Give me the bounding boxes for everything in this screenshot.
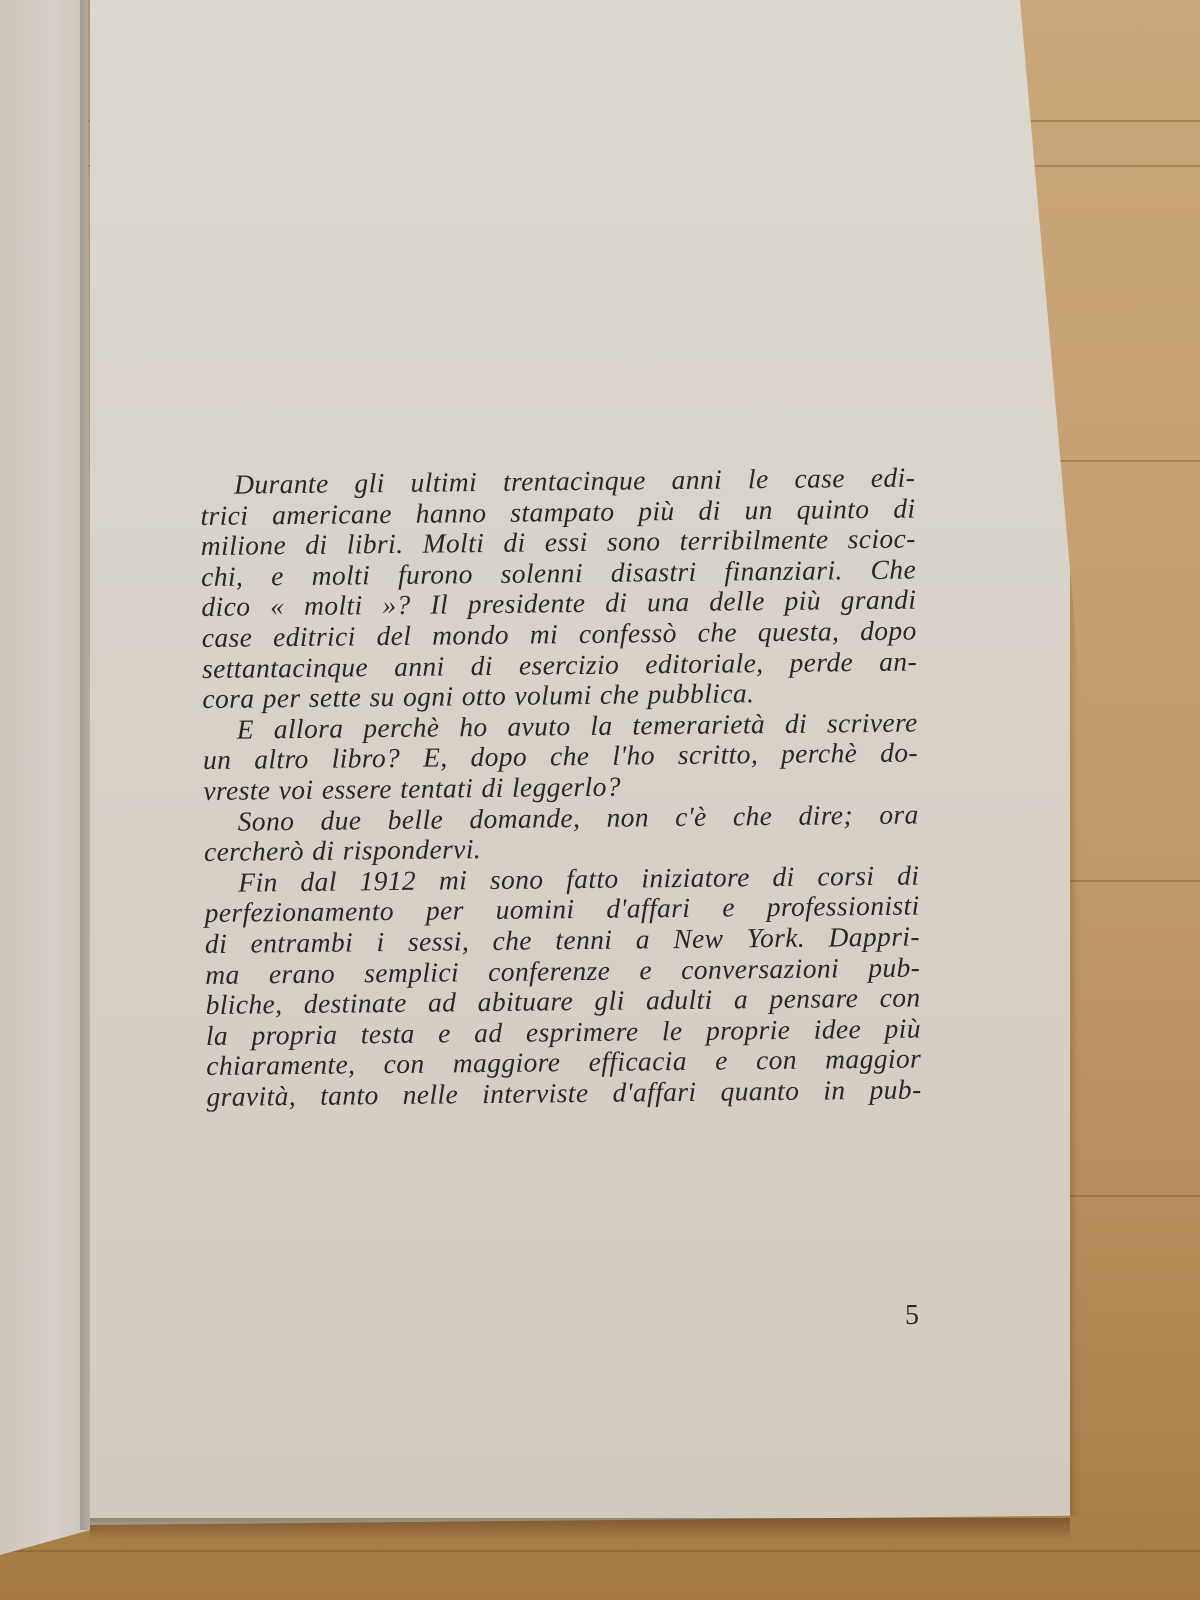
text-line: bliche, destinate ad abituare gli adulti a pensare con — [205, 981, 921, 1021]
text-line: gravità, tanto nelle interviste d'affari quanto in pub- — [206, 1073, 922, 1112]
text-line: Fin dal 1912 mi sono fatto iniziatore di corsi di — [238, 859, 920, 898]
text-line: la propria testa e ad esprimere le proprie idee più — [205, 1012, 922, 1051]
text-line: Durante gli ultimi trentacinque anni le case edi- — [233, 461, 916, 500]
paragraph-2 — [203, 707, 919, 806]
text-line: trici americane hanno stampato più di un quinto di — [200, 492, 916, 531]
text-line: un altro libro? E, dopo che l'ho scritto, perchè do- — [202, 736, 919, 776]
page-bottom-shadow — [90, 1518, 1070, 1540]
page-body-text — [200, 463, 922, 1113]
text-line: cora per sette su ogni otto volumi che pubblica. — [202, 677, 755, 715]
paragraph-3 — [204, 799, 920, 868]
text-line: chiaramente, con maggiore efficacia e con maggior — [206, 1042, 922, 1082]
paragraph-1 — [200, 463, 918, 715]
text-line: E allora perchè ho avuto la temerarietà di scrivere — [236, 706, 918, 745]
page-number: 5 — [905, 1300, 919, 1331]
paragraph-4 — [204, 860, 922, 1112]
text-line: di entrambi i sessi, che tenni a New York. Dappri- — [204, 920, 921, 959]
text-line: milione di libri. Molti di essi sono terribilmente scioc- — [200, 522, 916, 562]
text-line: Sono due belle domande, non c'è che dire; ora — [237, 798, 919, 837]
text-line: dico « molti »? Il presidente di una delle più grandi — [201, 583, 917, 623]
wood-grain-line — [0, 1550, 1200, 1552]
text-line: chi, e molti furono solenni disastri finanziari. Che — [200, 553, 917, 592]
text-line: case editrici del mondo mi confessò che questa, dopo — [201, 614, 917, 653]
text-line: settantacinque anni di esercizio editoriale, perde an- — [201, 645, 918, 684]
previous-page-edge — [0, 0, 92, 1555]
text-line: ma erano semplici conferenze e conversazioni pub- — [205, 950, 921, 990]
text-line: cercherò di rispondervi. — [203, 833, 482, 868]
text-line: perfezionamento per uomini d'affari e professionisti — [204, 889, 920, 929]
text-line: vreste voi essere tentati di leggerlo? — [203, 770, 622, 806]
